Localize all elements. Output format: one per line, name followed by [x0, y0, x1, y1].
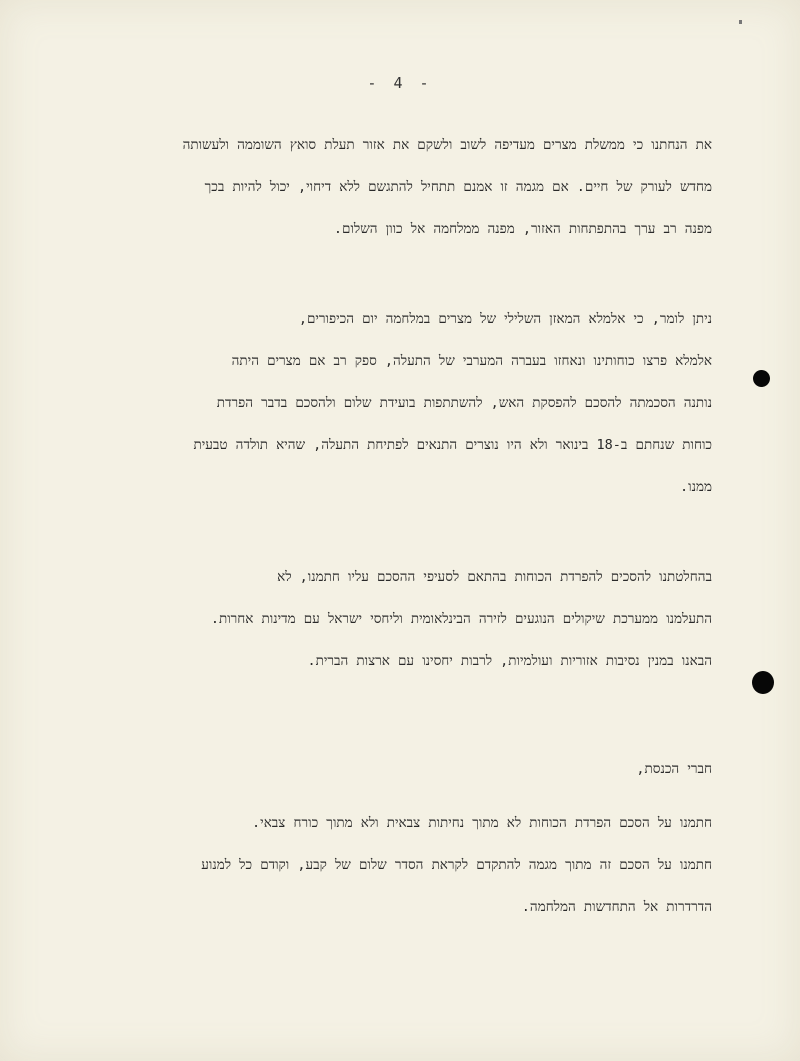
paragraph-1	[72, 132, 712, 258]
text-line: ניתן לומר, כי אלמלא המאזן השלילי של מצרים במלחמה יום הכיפורים,	[298, 311, 712, 327]
paragraph-3	[72, 564, 712, 690]
salutation-line: חברי הכנסת,	[636, 761, 712, 777]
text-line: בהחלטתנו להסכים להפרדת הכוחות בהתאם לסעיפי ההסכם עליו חתמנו, לא	[277, 569, 712, 585]
text-line: מפנה רב ערך בהתפתחות האזור, מפנה ממלחמה אל כוון השלום.	[333, 221, 712, 237]
paper-speck	[739, 20, 742, 24]
paragraph-4	[72, 810, 712, 936]
text-line: הדרדרות אל התחדשות המלחמה.	[521, 899, 712, 915]
text-line: את הנחתנו כי ממשלת מצרים מעדיפה לשוב ולשקם את אזור תעלת סואץ השוממה ולעשותה	[182, 137, 712, 153]
text-line: התעלמנו ממערכת שיקולים הנוגעים לזירה הבינלאומית וליחסי ישראל עם מדינות אחרות.	[210, 611, 712, 627]
punch-hole	[752, 671, 774, 694]
text-line: הבאנו במנין נסיבות אזוריות ועולמיות, לרבות יחסינו עם ארצות הברית.	[307, 653, 712, 669]
salutation	[72, 756, 712, 798]
punch-hole	[753, 370, 770, 387]
text-line: חתמנו על הסכם זה מתוך מגמה להתקדם לקראת הסדר שלום של קבע, וקודם כל למנוע	[201, 857, 712, 873]
text-line: נותנה הסכמתה להסכם להפסקת האש, להשתתפות בועידת שלום ולהסכם בדבר הפרדת	[216, 395, 712, 411]
text-line: אלמלא פרצו כוחותינו ונאחזו בעברה המערבי של התעלה, ספק רב אם מצרים היתה	[231, 353, 712, 369]
text-line: כוחות שנחתם ב-18 בינואר ולא היו נוצרים התנאים לפתיחת התעלה, שהיא תולדה טבעית	[193, 437, 712, 453]
text-line: ממנו.	[680, 479, 712, 495]
text-line: מחדש לעורק של חיים. אם מגמה זו אמנם תתחיל להתגשם ללא דיחוי, יכול להיות בכך	[204, 179, 712, 195]
page-number: - 4 -	[367, 74, 433, 92]
text-line: חתמנו על הסכם הפרדת הכוחות לא מתוך נחיתות צבאית ולא מתוך כורח צבאי.	[252, 815, 712, 831]
paragraph-2	[72, 306, 712, 516]
